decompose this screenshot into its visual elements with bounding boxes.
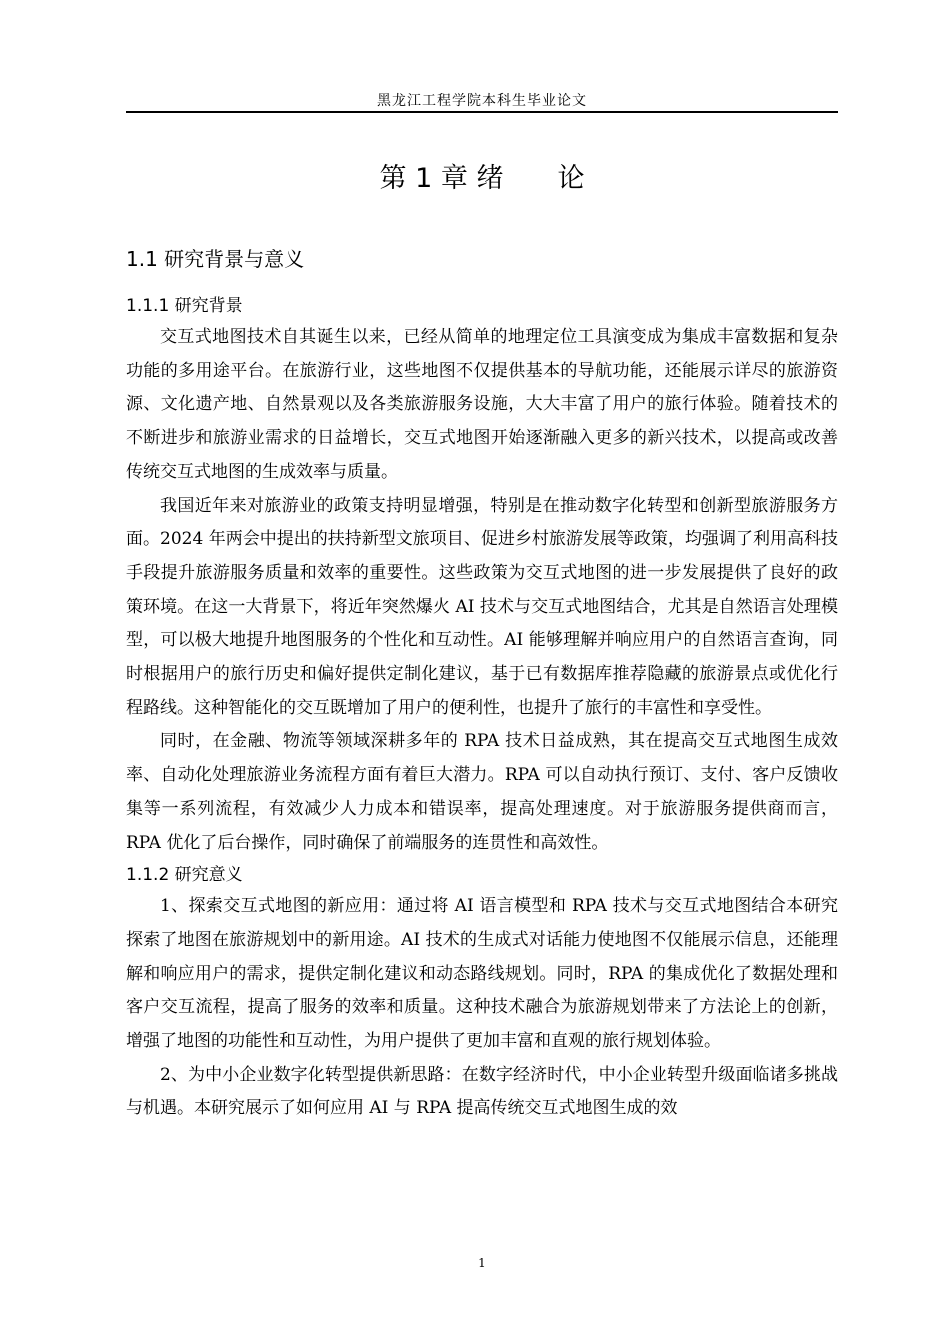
header-divider [126, 111, 838, 113]
paragraph: 我国近年来对旅游业的政策支持明显增强，特别是在推动数字化转型和创新型旅游服务方面。2024 年两会中提出的扶持新型文旅项目、促进乡村旅游发展等政策，均强调了利用高科技手段提升旅游服务质量和效率的重要性。这些政策为交互式地图的进一步发展提供了良好的政策环境。在这一大背景下，将近年突然爆火 AI 技术与交互式地图结合，尤其是自然语言处理模型，可以极大地提升地图服务的个性化和互动性。AI 能够理解并响应用户的自然语言查询，同时根据用户的旅行历史和偏好提供定制化建议，基于已有数据库推荐隐藏的旅游景点或优化行程路线。这种智能化的交互既增加了用户的便利性，也提升了旅行的丰富性和享受性。 [126, 495, 838, 718]
body-content [126, 291, 838, 1126]
paragraph: 交互式地图技术自其诞生以来，已经从简单的地理定位工具演变成为集成丰富数据和复杂功能的多用途平台。在旅游行业，这些地图不仅提供基本的导航功能，还能展示详尽的旅游资源、文化遗产地、自然景观以及各类旅游服务设施，大大丰富了用户的旅行体验。随着技术的不断进步和旅游业需求的日益增长，交互式地图开始逐渐融入更多的新兴技术，以提高或改善传统交互式地图的生成效率与质量。 [126, 327, 838, 482]
subsection-title-significance: 1.1.2 研究意义 [126, 865, 243, 886]
paragraph: 2、为中小企业数字化转型提供新思路：在数字经济时代，中小企业转型升级面临诸多挑战与机遇。本研究展示了如何应用 AI 与 RPA 提高传统交互式地图生成的效 [126, 1064, 838, 1119]
paragraph: 同时，在金融、物流等领域深耕多年的 RPA 技术日益成熟，其在提高交互式地图生成效率、自动化处理旅游业务流程方面有着巨大潜力。RPA 可以自动执行预订、支付、客户反馈收集等一系列流程，有效减少人力成本和错误率，提高处理速度。对于旅游服务提供商而言，RPA 优化了后台操作，同时确保了前端服务的连贯性和高效性。 [126, 731, 838, 853]
chapter-title: 第 1 章 绪 论 [379, 163, 585, 194]
page-number: 1 [478, 1256, 486, 1270]
paragraph: 1、探索交互式地图的新应用：通过将 AI 语言模型和 RPA 技术与交互式地图结合本研究探索了地图在旅游规划中的新用途。AI 技术的生成式对话能力使地图不仅能展示信息，还能理解和响应用户的需求，提供定制化建议和动态路线规划。同时，RPA 的集成优化了数据处理和客户交互流程，提高了服务的效率和质量。这种技术融合为旅游规划带来了方法论上的创新，增强了地图的功能性和互动性，为用户提供了更加丰富和直观的旅行规划体验。 [126, 896, 838, 1052]
subsection-title-background: 1.1.1 研究背景 [126, 296, 243, 316]
section-title: 1.1 研究背景与意义 [126, 247, 305, 271]
page-header: 黑龙江工程学院本科生毕业论文 [377, 93, 587, 109]
